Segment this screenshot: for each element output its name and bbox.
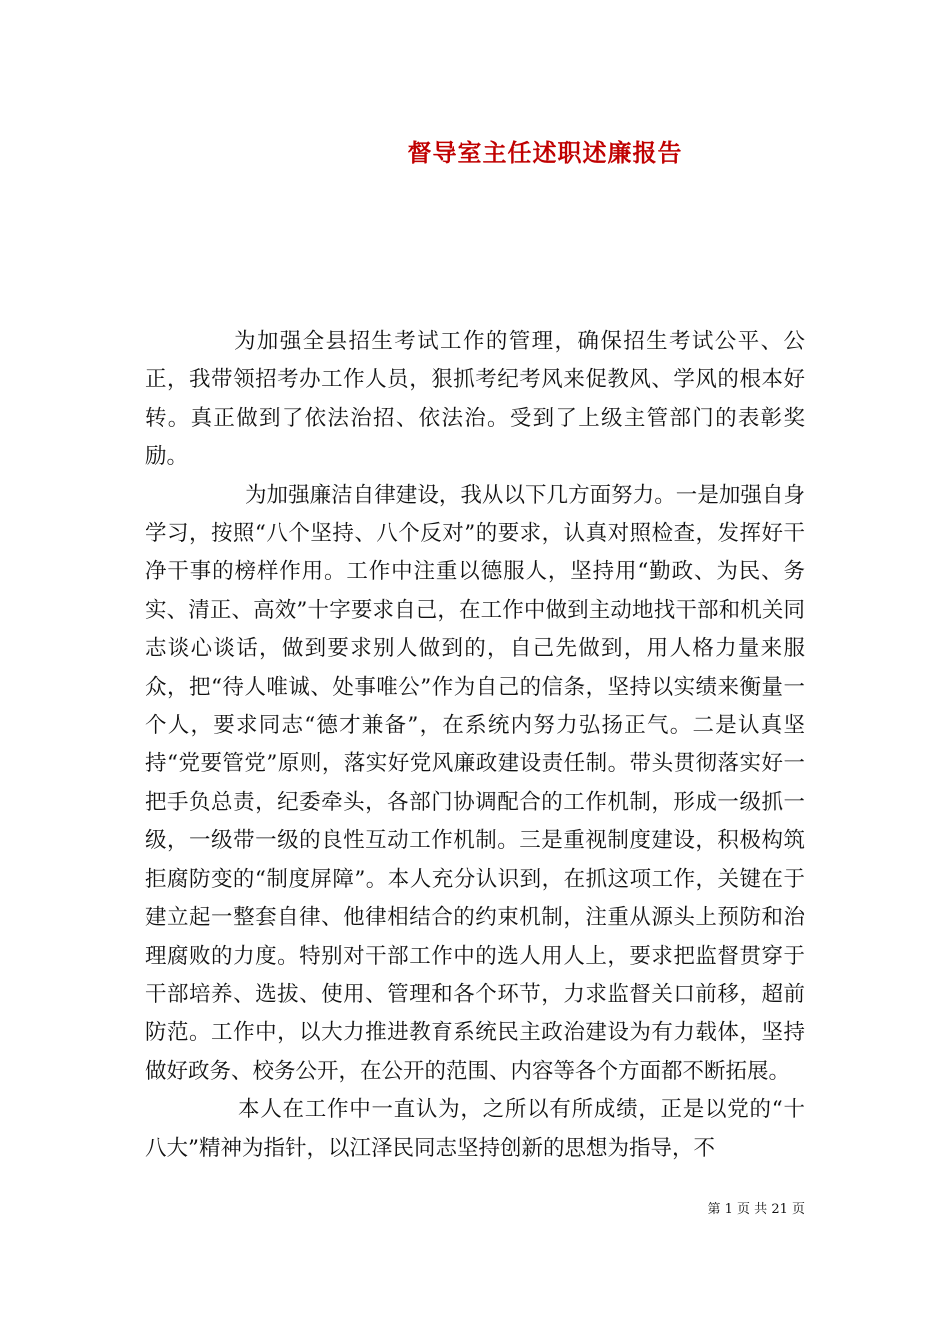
paragraph-2: 为加强廉洁自律建设，我从以下几方面努力。一是加强自身学习，按照“八个坚持、八个反对”的要求，认真对照检查，发挥好干净干事的榜样作用。工作中注重以德服人，坚持用“勤政、为民、务实、清正、高效”十字要求自己，在工作中做到主动地找干部和机关同志谈心谈话，做到要求别人做到的，自己先做到，用人格力量来服众，把“待人唯诚、处事唯公”作为自己的信条，坚持以实绩来衡量一个人，要求同志“德才兼备”，在系统内努力弘扬正气。二是认真坚持“党要管党”原则，落实好党风廉政建设责任制。带头贯彻落实好一把手负总责，纪委牵头，各部门协调配合的工作机制，形成一级抓一级，一级带一级的良性互动工作机制。三是重视制度建设，积极构筑拒腐防变的“制度屏障”。本人充分认识到，在抓这项工作，关键在于建立起一整套自律、他律相结合的约束机制，注重从源头上预防和治理腐败的力度。特别对干部工作中的选人用人上，要求把监督贯穿于干部培养、选拔、使用、管理和各个环节，力求监督关口前移，超前防范。工作中，以大力推进教育系统民主政治建设为有力载体，坚持做好政务、校务公开，在公开的范围、内容等各个方面都不断拓展。 <box>145 482 805 1084</box>
paragraph-3: 本人在工作中一直认为，之所以有所成绩，正是以党的“十八大”精神为指针，以江泽民同志坚持创新的思想为指导，不 <box>145 1097 805 1161</box>
document-body <box>145 323 805 1168</box>
paragraph-1: 为加强全县招生考试工作的管理，确保招生考试公平、公正，我带领招考办工作人员，狠抓考纪考风来促教风、学风的根本好转。真正做到了依法治招、依法治。受到了上级主管部门的表彰奖励。 <box>145 329 805 470</box>
page-number-footer: 第 1 页 共 21 页 <box>707 1202 805 1217</box>
document-title: 督导室主任述职述廉报告 <box>407 138 683 167</box>
